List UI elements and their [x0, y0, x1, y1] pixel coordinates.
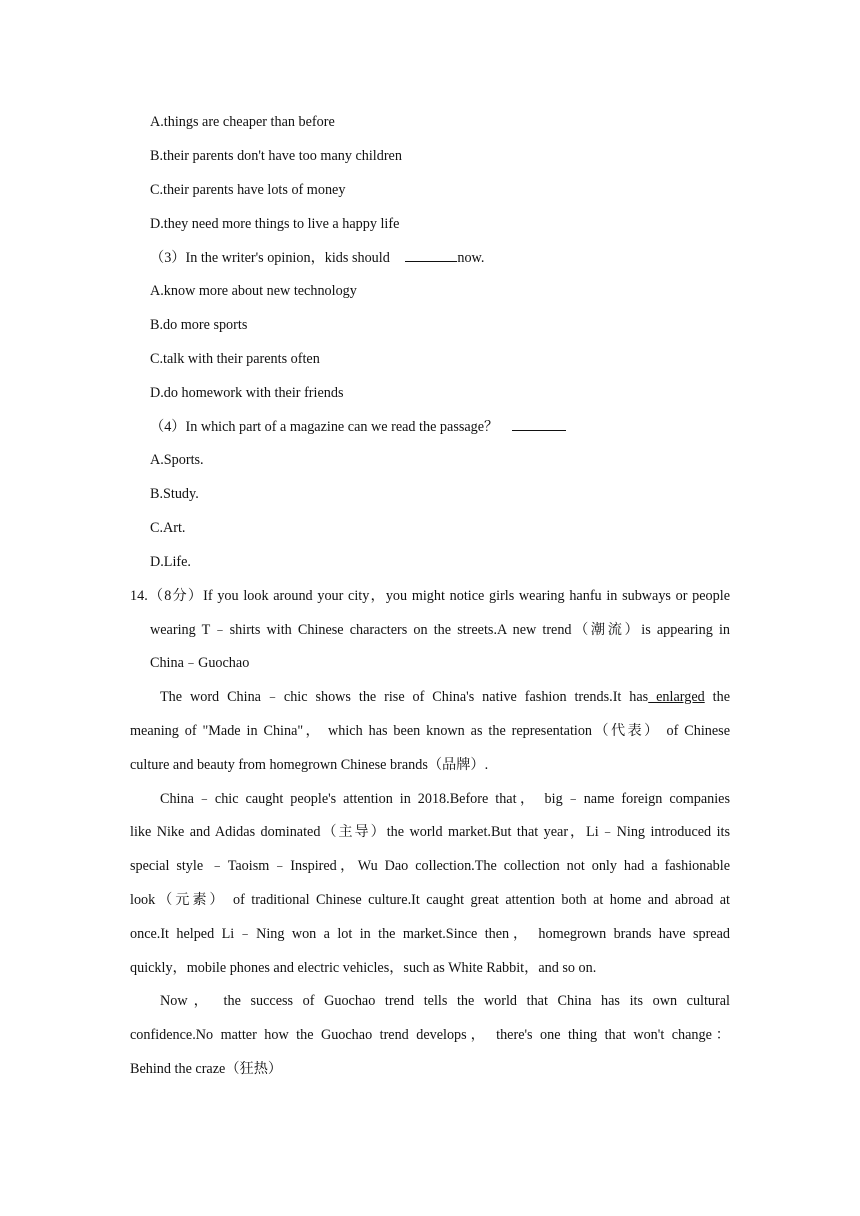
q2-option-b: B.their parents don't have too many children: [150, 148, 402, 164]
p1-line-1-text: The word China﹣chic shows the rise of China's native fashion trends.It has: [160, 689, 649, 705]
p2-line-2: like Nike and Adidas dominated（主导）the world market.But that year，Li﹣Ning introduced its: [130, 824, 730, 840]
q4-option-c: C.Art.: [150, 520, 186, 536]
q2-option-d: D.they need more things to live a happy life: [150, 216, 400, 232]
p2-line-6: quickly，mobile phones and electric vehicles，such as White Rabbit，and so on.: [130, 960, 597, 976]
p2-line-1: China﹣chic caught people's attention in 2018.Before that， big﹣name foreign companies: [160, 791, 730, 807]
q4-option-b: B.Study.: [150, 486, 199, 502]
q4-option-a: A.Sports.: [150, 452, 204, 468]
q2-option-c: C.their parents have lots of money: [150, 182, 346, 198]
p2-line-4: look（元素） of traditional Chinese culture.It caught great attention both at home and abroad at: [130, 892, 730, 908]
p3-line-1: Now， the success of Guochao trend tells the world that China has its own cultural: [160, 993, 730, 1009]
q3-option-d: D.do homework with their friends: [150, 385, 344, 401]
p1-line-1-end: the: [712, 689, 730, 705]
q14-intro-line-3: China﹣Guochao: [150, 655, 250, 671]
q14-intro-line-2: wearing T﹣shirts with Chinese characters on the streets.A new trend（潮流）is appearing in: [150, 622, 730, 638]
p3-line-3: Behind the craze（狂热）: [130, 1061, 283, 1077]
q14-intro-line-1: 14.（8分）If you look around your city，you might notice girls wearing hanfu in subways or people: [130, 588, 730, 604]
q3-stem: [150, 248, 484, 267]
q4-stem-text: （4）In which part of a magazine can we read the passage？: [150, 419, 499, 435]
p1-line-3: culture and beauty from homegrown Chinese brands（品牌）.: [130, 757, 489, 773]
q3-stem-end: now.: [457, 250, 485, 266]
p1-line-1: [160, 688, 730, 706]
underlined-word-enlarged: enlarged: [648, 689, 705, 705]
q4-stem: [150, 417, 566, 436]
q2-option-a: A.things are cheaper than before: [150, 114, 335, 130]
q3-option-c: C.talk with their parents often: [150, 351, 320, 367]
q4-option-d: D.Life.: [150, 554, 191, 570]
q3-stem-text: （3）In the writer's opinion，kids should: [150, 250, 390, 266]
q3-option-b: B.do more sports: [150, 317, 248, 333]
q3-option-a: A.know more about new technology: [150, 283, 357, 299]
q4-answer-blank[interactable]: [512, 417, 566, 431]
p3-line-2: confidence.No matter how the Guochao trend develops， there's one thing that won't change：: [130, 1027, 730, 1043]
p2-line-5: once.It helped Li﹣Ning won a lot in the market.Since then， homegrown brands have spread: [130, 926, 730, 942]
p2-line-3: special style ﹣Taoism﹣Inspired，Wu Dao collection.The collection not only had a fashionable: [130, 858, 730, 874]
q3-answer-blank[interactable]: [405, 248, 457, 262]
p1-line-2: meaning of "Made in China"， which has been known as the representation（代表） of Chinese: [130, 723, 730, 739]
